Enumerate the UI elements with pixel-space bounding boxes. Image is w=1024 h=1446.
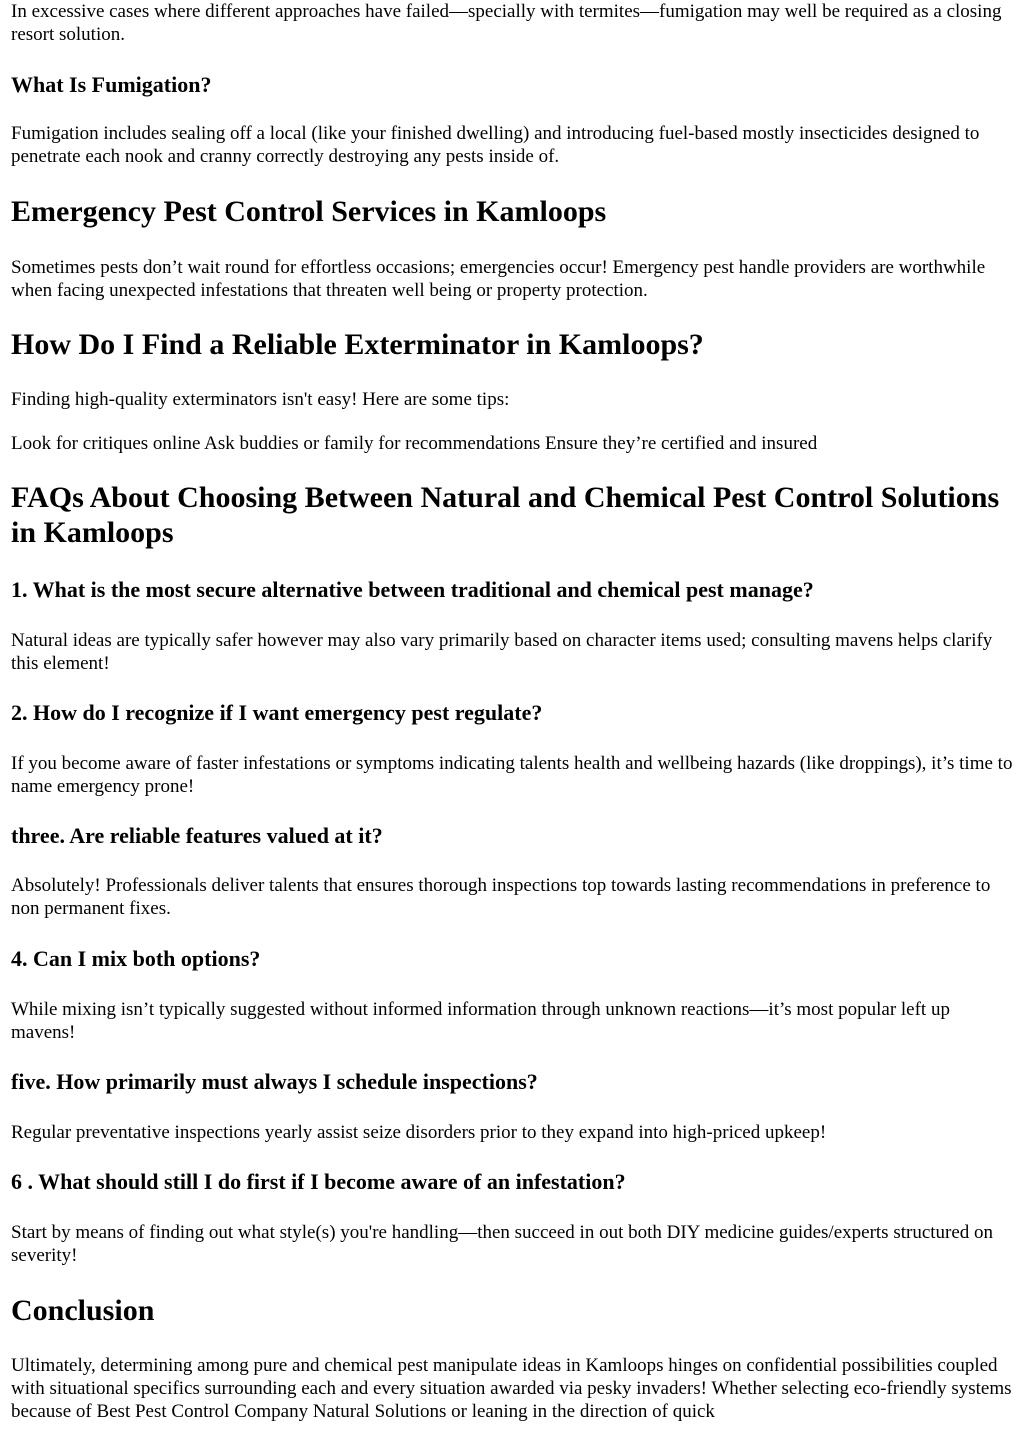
find-exterminator-paragraph: Finding high-quality exterminators isn't easy! Here are some tips:: [11, 389, 510, 410]
conclusion-heading: Conclusion: [11, 1294, 155, 1327]
faq-question-3: three. Are reliable features valued at it?: [11, 823, 383, 848]
faq-question-4: 4. Can I mix both options?: [11, 946, 261, 971]
faq-question-2: 2. How do I recognize if I want emergency pest regulate?: [11, 700, 543, 725]
faq-answer-5: Regular preventative inspections yearly assist seize disorders prior to they expand into high-priced upkeep!: [11, 1122, 827, 1143]
tips-paragraph: Look for critiques online Ask buddies or family for recommendations Ensure they’re certified and insured: [11, 433, 818, 454]
faq-answer-2: If you become aware of faster infestations or symptoms indicating talents health and wellbeing hazards (like droppings), it’s time to name emergency prone!: [11, 753, 1013, 797]
faq-question-6: 6 . What should still I do first if I become aware of an infestation?: [11, 1169, 626, 1194]
emergency-services-paragraph: Sometimes pests don’t wait round for effortless occasions; emergencies occur! Emergency pest handle providers are worthwhile when facing unexpected infestations that threaten well being or property protection.: [11, 257, 986, 301]
find-exterminator-heading: How Do I Find a Reliable Exterminator in Kamloops?: [11, 328, 704, 361]
emergency-services-heading: Emergency Pest Control Services in Kamloops: [11, 195, 607, 228]
faq-answer-1: Natural ideas are typically safer however may also vary primarily based on character items used; consulting mavens helps clarify this element!: [11, 630, 993, 674]
intro-paragraph: In excessive cases where different approaches have failed—specially with termites—fumigation may well be required as a closing resort solution.: [11, 1, 1002, 45]
faq-answer-4: While mixing isn’t typically suggested without informed information through unknown reactions—it’s most popular left up mavens!: [11, 999, 950, 1043]
faqs-heading: FAQs About Choosing Between Natural and Chemical Pest Control Solutions in Kamloops: [11, 481, 1000, 549]
faq-question-5: five. How primarily must always I schedule inspections?: [11, 1069, 538, 1094]
fumigation-paragraph: Fumigation includes sealing off a local (like your finished dwelling) and introducing fuel-based mostly insecticides designed to penetrate each nook and cranny correctly destroying any pests inside of.: [11, 123, 980, 167]
faq-answer-6: Start by means of finding out what style(s) you're handling—then succeed in out both DIY medicine guides/experts structured on severity!: [11, 1222, 994, 1266]
fumigation-heading: What Is Fumigation?: [11, 72, 212, 97]
faq-answer-3: Absolutely! Professionals deliver talents that ensures thorough inspections top towards lasting recommendations in preference to non permanent fixes.: [11, 875, 991, 919]
conclusion-paragraph: Ultimately, determining among pure and chemical pest manipulate ideas in Kamloops hinges on confidential possibilities coupled with situational specifics surrounding each and every situation awarded via pesky invaders! Whether selecting eco-friendly systems because of Best Pest Control Company Natural Solutions or leaning in the direction of quick: [11, 1355, 1012, 1422]
faq-question-1: 1. What is the most secure alternative between traditional and chemical pest manage?: [11, 577, 814, 602]
